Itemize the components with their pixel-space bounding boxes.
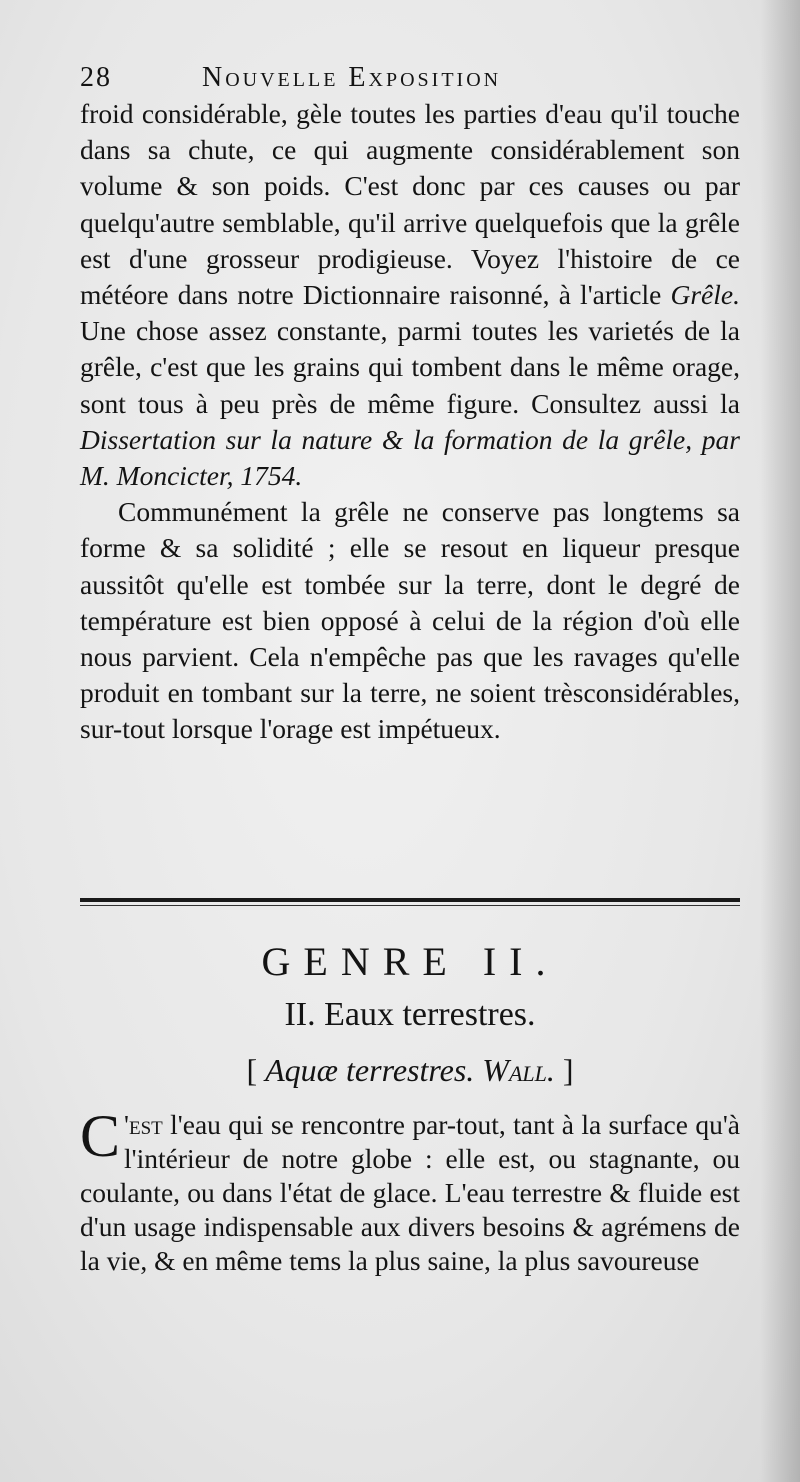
- paragraph-hail-melting: Communément la grêle ne conserve pas longtems sa forme & sa solidité ; elle se resout en liqueur presque aussitôt qu'elle est tombée sur la terre, dont le degré de température est bien opposé à celui de la région d'où elle nous parvient. Cela n'empêche pas que les ravages qu'elle produit en tombant sur la terre, ne soient trèsconsidérables, sur-tout lorsque l'orage est impétueux.: [80, 496, 740, 745]
- running-head: [80, 62, 740, 96]
- page-gutter-shadow: [760, 0, 800, 1482]
- latin-name: Aquæ terrestres.: [265, 1052, 475, 1088]
- drop-cap: C: [80, 1103, 121, 1169]
- section-divider-thin: [80, 905, 740, 906]
- paragraph-hail-size: froid considérable, gèle toutes les parties d'eau qu'il touche dans sa chute, ce qui augmente considérablement son volume & son poids. C'est donc par ces causes ou par quelqu'autre semblable, qu'il arrive quelquefois que la grêle est d'une grosseur prodigieuse. Voyez l'histoire de ce météore dans notre Dictionnaire raisonné, à l'article Grêle. Une chose assez constante, parmi toutes les varietés de la grêle, c'est que les grains qui tombent dans le même orage, sont tous à peu près de même figure. Consultez aussi la Dissertation sur la nature & la formation de la grêle, par M. Moncicter, 1754.: [80, 98, 740, 492]
- terrestrial-water-text: [80, 1103, 740, 1278]
- section-title: II. Eaux terrestres.: [284, 996, 536, 1033]
- section-divider-thick: [80, 898, 740, 902]
- citation-author: Wall.: [474, 1052, 555, 1088]
- page-number: 28: [80, 62, 112, 93]
- dissertation-reference: Dissertation sur la nature & la formation de la grêle, par M. Moncicter, 1754.: [80, 423, 740, 492]
- continuation-text: [80, 96, 740, 748]
- latin-citation: [ Aquæ terrestres. Wall. ]: [246, 1052, 574, 1088]
- running-title: Nouvelle Exposition: [202, 62, 502, 93]
- article-reference: Grêle.: [670, 279, 740, 311]
- paragraph-terrestrial-water: C 'est l'eau qui se rencontre par-tout, tant à la surface qu'à l'intérieur de notre globe : elle est, ou stagnante, ou coulante, ou dans l'état de glace. L'eau terrestre & fluide est d'un usage indispensable aux divers besoins & agrémens de la vie, & en même tems la plus saine, la plus savoureuse: [80, 1103, 740, 1276]
- lead-in: 'est: [124, 1109, 163, 1140]
- genre-heading: GENRE II.: [261, 939, 559, 984]
